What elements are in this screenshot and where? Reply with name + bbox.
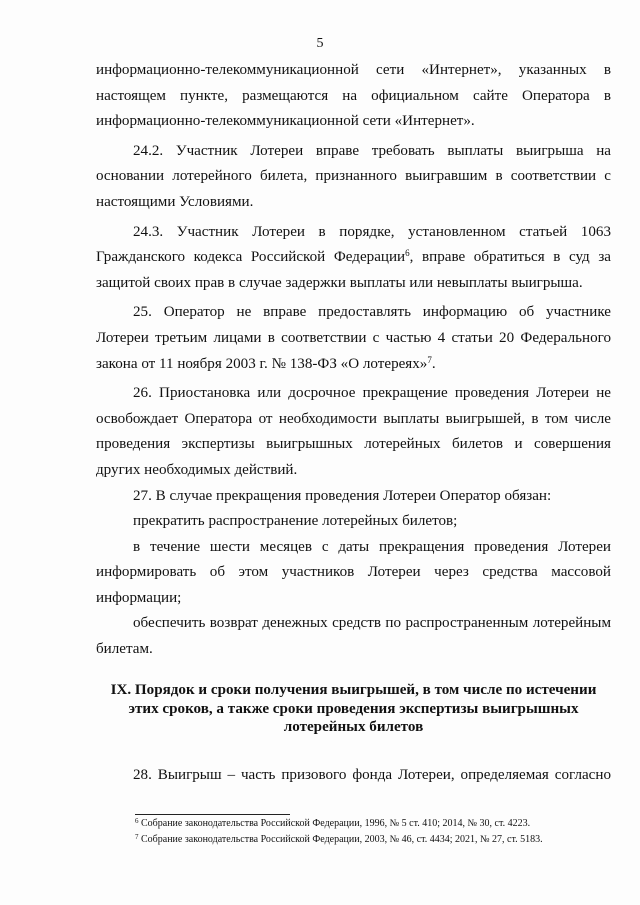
paragraph-27: 27. В случае прекращения проведения Лотереи Оператор обязан: [133, 487, 552, 504]
footnote-separator [135, 814, 290, 815]
section-heading [96, 681, 611, 737]
paragraph-28: 28. Выигрыш – часть призового фонда Лотереи, определяемая согласно [133, 767, 611, 783]
paragraph-24-2: 24.2. Участник Лотереи вправе требовать выплаты выигрыша на основании лотерейного билета, признанного выигравшим в соответствии с настоящими Условиями. [96, 142, 611, 210]
paragraph-24-3 [96, 220, 611, 297]
document-body [96, 58, 611, 663]
paragraph-24-3-text-end: , вправе обратиться в суд за защитой своих прав в случае задержки выплаты или невыплаты выигрыша. [96, 249, 611, 291]
paragraph-24-3-text: 24.3. Участник Лотереи в порядке, установленном статьей 1063 Гражданского кодекса Российской Федерации [96, 223, 611, 266]
footnote-6-mark: 6 [135, 817, 139, 825]
footnote-7-mark: 7 [135, 832, 139, 841]
list-item-inform-participants: в течение шести месяцев с даты прекращения проведения Лотереи информировать об этом участников Лотереи через средства массовой информации; [96, 538, 611, 606]
footnote-6 [135, 816, 615, 832]
paragraph-continuation: информационно-телекоммуникационной сети «Интернет», указанных в настоящем пункте, размещаются на официальном сайте Оператора в информационно-телекоммуникационной сети «Интернет». [96, 62, 611, 130]
section-heading-line-1: IX. Порядок и сроки получения выигрышей, в том числе по истечении [110, 682, 597, 698]
footnote-ref-6: 6 [405, 248, 410, 259]
footnote-ref-7: 7 [427, 354, 432, 365]
paragraph-25-text-end: . [431, 355, 436, 372]
paragraph-26: 26. Приостановка или досрочное прекращение проведения Лотереи не освобождает Оператора от необходимости выплаты выигрышей, в том числе проведения экспертизы выигрышных лотерейных билетов и совершения других необходимых действий. [96, 385, 611, 478]
list-item-stop-distribution: прекратить распространение лотерейных билетов; [133, 513, 458, 530]
paragraph-25-text: 25. Оператор не вправе предоставлять информацию об участнике Лотереи третьим лицами в соответствии с частью 4 статьи 20 Федерального закона от 11 ноября 2003 г. № 138-ФЗ «О лотереях» [96, 304, 611, 372]
footnote-7-text: Собрание законодательства Российской Федерации, 2003, № 46, ст. 4434; 2021, № 27, ст. 5183. [138, 833, 543, 845]
footnote-7 [135, 832, 615, 848]
page-number: 5 [316, 36, 324, 51]
footnotes [135, 816, 615, 847]
section-heading-line-2: этих сроков, а также сроки проведения экспертизы выигрышных [128, 700, 579, 717]
footnote-6-text: Собрание законодательства Российской Федерации, 1996, № 5 ст. 410; 2014, № 30, ст. 4223. [138, 818, 531, 829]
section-heading-line-3: лотерейных билетов [283, 719, 424, 735]
list-item-refund: обеспечить возврат денежных средств по распространенным лотерейным билетам. [96, 615, 611, 658]
paragraph-25 [96, 300, 611, 377]
